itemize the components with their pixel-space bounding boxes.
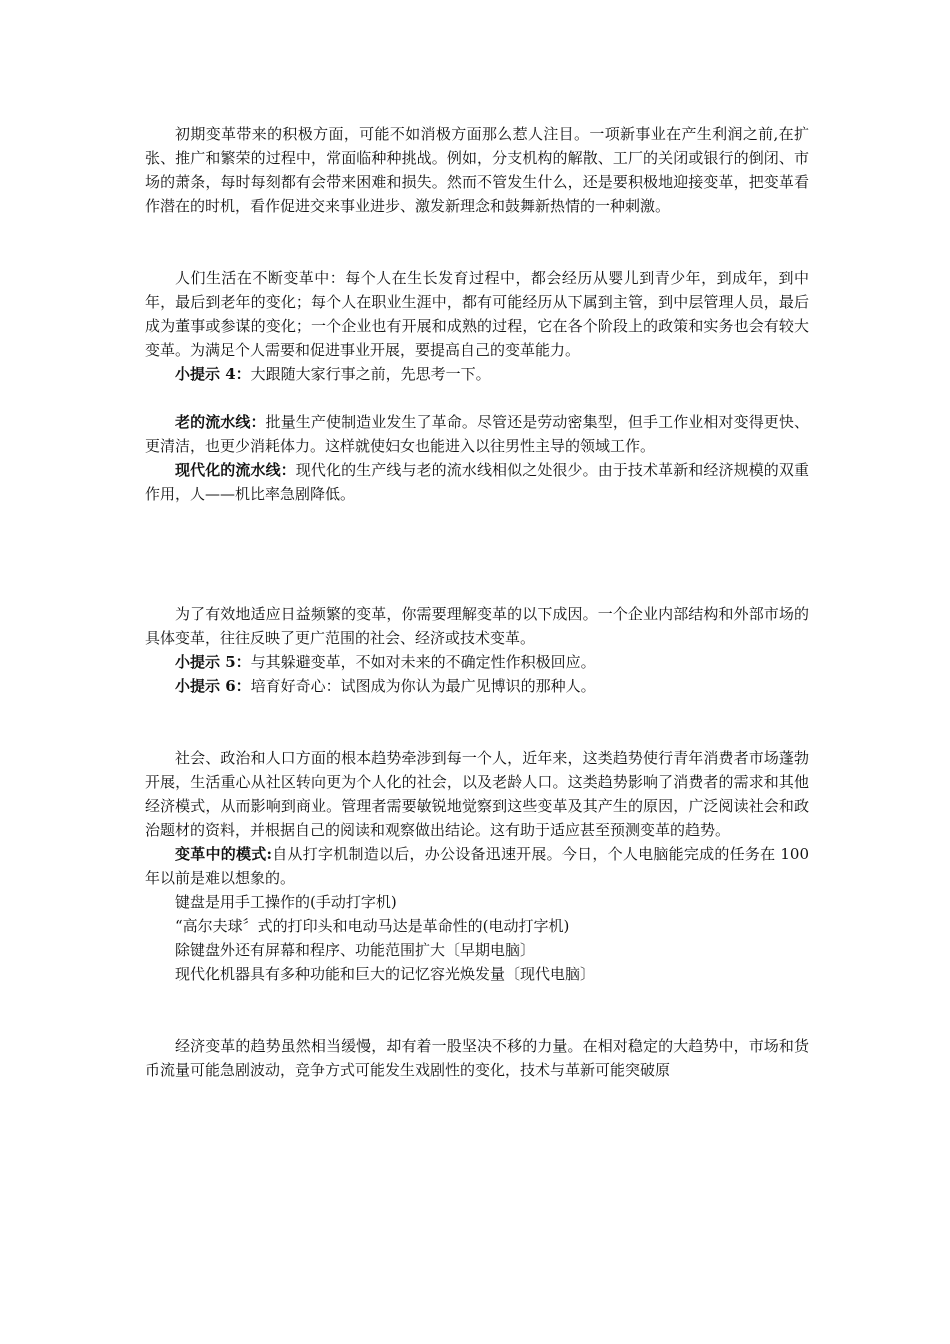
- paragraph-causes-of-change: 为了有效地适应日益频繁的变革，你需要理解变革的以下成因。一个企业内部结构和外部市场的具体变革，往往反映了更广范围的社会、经济或技术变革。: [145, 605, 809, 647]
- spacer: [145, 218, 809, 266]
- modern-line-label: 现代化的流水线：: [175, 461, 296, 479]
- old-line-label: 老的流水线：: [175, 413, 266, 431]
- paragraph-positive-change: 初期变革带来的积极方面，可能不如消极方面那么惹人注目。一项新事业在产生利润之前,在扩张、推广和繁荣的过程中，常面临种种挑战。例如，分支机构的解散、工厂的关闭或银行的倒闭、市场的萧条，每时每刻都有会带来困难和损失。然而不管发生什么，还是要积极地迎接变革，把变革看作潜在的时机，看作促进交来事业进步、激发新理念和鼓舞新热情的一种刺激。: [145, 125, 809, 215]
- tip-4-label: 小提示 4：: [175, 365, 251, 383]
- list-item: “高尔夫球〞式的打印头和电动马达是革命性的(电动打字机): [175, 917, 570, 935]
- paragraph-modern-assembly-line: [145, 458, 809, 506]
- paragraph-living-in-change: 人们生活在不断变革中：每个人在生长发育过程中，都会经历从婴儿到青少年，到成年，到中年，最后到老年的变化；每个人在职业生涯中，都有可能经历从下属到主管，到中层管理人员，最后成为董事或参谋的变化；一个企业也有开展和成熟的过程，它在各个阶段上的政策和实务也会有较大变革。为满足个人需要和促进事业开展，要提高自己的变革能力。: [145, 269, 809, 359]
- paragraph-social-trends: 社会、政治和人口方面的根本趋势牵涉到每一个人，近年来，这类趋势使行青年消费者市场蓬勃开展，生活重心从社区转向更为个人化的社会，以及老龄人口。这类趋势影响了消费者的需求和其他经济模式，从而影响到商业。管理者需要敏锐地觉察到这些变革及其产生的原因，广泛阅读社会和政治题材的资料，并根据自己的阅读和观察做出结论。这有助于适应甚至预测变革的趋势。: [145, 749, 809, 839]
- paragraph-old-assembly-line: [145, 410, 809, 458]
- tip-5-text: 与其躲避变革，不如对未来的不确定性作积极回应。: [250, 653, 596, 671]
- list-item: 除键盘外还有屏幕和程序、功能范围扩大〔早期电脑〕: [175, 941, 536, 959]
- spacer: [145, 386, 809, 410]
- list-item: 现代化机器具有多种功能和巨大的记忆容光焕发量〔现代电脑〕: [175, 965, 596, 983]
- modern-line-text: 现代化的生产线与老的流水线相似之处很少。由于技术革新和经济规模的双重作用，人——机比率急剧降低。: [145, 461, 809, 503]
- tip-4-text: 大跟随大家行事之前，先思考一下。: [250, 365, 491, 383]
- list-item: 键盘是用手工操作的(手动打字机): [175, 893, 397, 911]
- tip-5-label: 小提示 5：: [175, 653, 251, 671]
- old-line-text: 批量生产使制造业发生了革命。尽管还是劳动密集型，但手工作业相对变得更快、更清洁，也更少消耗体力。这样就使妇女也能进入以往男性主导的领域工作。: [145, 413, 809, 455]
- spacer: [145, 506, 809, 602]
- tip-6-text: 培育好奇心：试图成为你认为最广见博识的那种人。: [250, 677, 596, 695]
- pattern-text: 自从打字机制造以后，办公设备迅速开展。今日，个人电脑能完成的任务在 100 年以前是难以想象的。: [145, 845, 809, 887]
- spacer: [145, 698, 809, 746]
- tip-6-label: 小提示 6：: [175, 677, 251, 695]
- paragraph-patterns-in-change: [145, 842, 809, 890]
- pattern-label: 变革中的模式:: [175, 845, 273, 863]
- tip-4: [145, 362, 809, 386]
- tip-5: [145, 650, 809, 674]
- spacer: [145, 986, 809, 1034]
- paragraph-economic-change: 经济变革的趋势虽然相当缓慢，却有着一股坚决不移的力量。在相对稳定的大趋势中，市场和货币流量可能急剧波动，竞争方式可能发生戏剧性的变化，技术与革新可能突破原: [145, 1037, 809, 1079]
- tip-6: [145, 674, 809, 698]
- document-page: [145, 122, 809, 1082]
